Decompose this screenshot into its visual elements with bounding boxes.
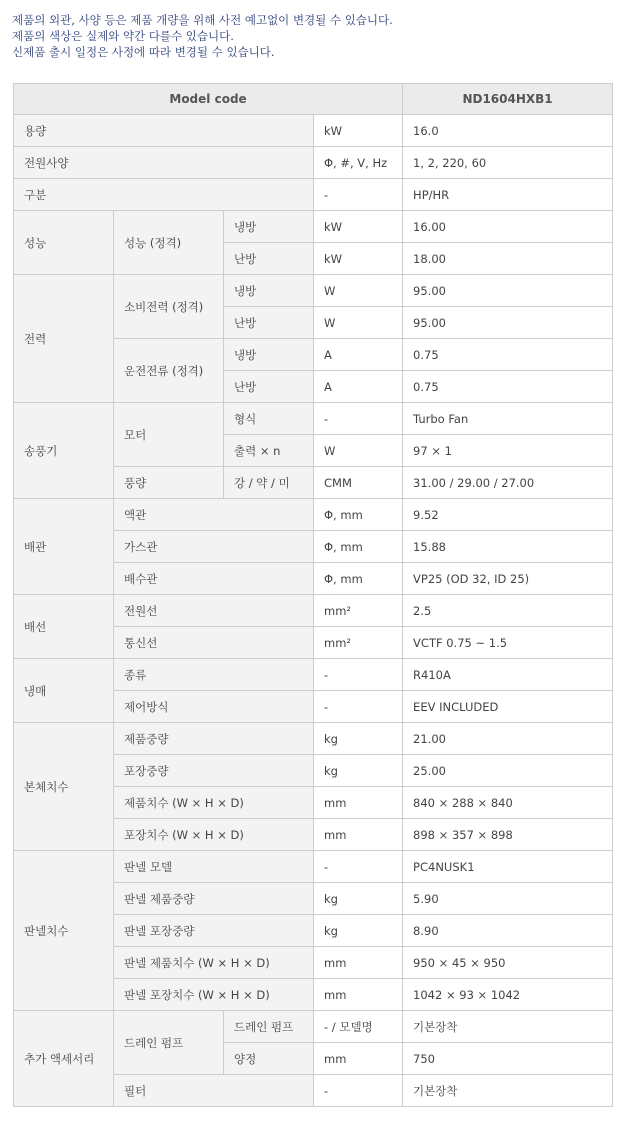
table-row xyxy=(14,179,613,211)
item-label: 난방 xyxy=(224,243,314,275)
subgroup-label: 종류 xyxy=(114,659,314,691)
notice-block xyxy=(12,12,393,60)
value-cell: 840 × 288 × 840 xyxy=(403,787,613,819)
model-code-header: Model code xyxy=(14,84,403,115)
subgroup-label: 전원선 xyxy=(114,595,314,627)
group-label: 냉매 xyxy=(14,659,114,723)
unit-cell: - xyxy=(314,179,403,211)
subgroup-label: 제품치수 (W × H × D) xyxy=(114,787,314,819)
unit-cell: kg xyxy=(314,915,403,947)
unit-cell: kg xyxy=(314,883,403,915)
unit-cell: mm xyxy=(314,979,403,1011)
value-cell: 31.00 / 29.00 / 27.00 xyxy=(403,467,613,499)
unit-cell: kW xyxy=(314,211,403,243)
group-label: 성능 xyxy=(14,211,114,275)
subgroup-label: 제품중량 xyxy=(114,723,314,755)
unit-cell: - xyxy=(314,851,403,883)
subgroup-label: 판넬 제품치수 (W × H × D) xyxy=(114,947,314,979)
value-cell: 0.75 xyxy=(403,339,613,371)
unit-cell: Φ, mm xyxy=(314,499,403,531)
model-name-header: ND1604HXB1 xyxy=(403,84,613,115)
group-label: 본체치수 xyxy=(14,723,114,851)
subgroup-label: 판넬 포장치수 (W × H × D) xyxy=(114,979,314,1011)
unit-cell: kg xyxy=(314,755,403,787)
unit-cell: - xyxy=(314,1075,403,1107)
table-row xyxy=(14,211,613,243)
group-label: 판넬치수 xyxy=(14,851,114,1011)
table-row xyxy=(14,851,613,883)
group-label: 전력 xyxy=(14,275,114,403)
item-label: 양정 xyxy=(224,1043,314,1075)
row-label: 구분 xyxy=(14,179,314,211)
subgroup-label: 소비전력 (정격) xyxy=(114,275,224,339)
subgroup-label: 운전전류 (정격) xyxy=(114,339,224,403)
group-label: 추가 액세서리 xyxy=(14,1011,114,1107)
value-cell: 1, 2, 220, 60 xyxy=(403,147,613,179)
value-cell: 95.00 xyxy=(403,275,613,307)
subgroup-label: 배수관 xyxy=(114,563,314,595)
unit-cell: mm xyxy=(314,1043,403,1075)
subgroup-label: 가스관 xyxy=(114,531,314,563)
value-cell: 950 × 45 × 950 xyxy=(403,947,613,979)
item-label: 난방 xyxy=(224,307,314,339)
table-row xyxy=(14,595,613,627)
unit-cell: kW xyxy=(314,115,403,147)
value-cell: 18.00 xyxy=(403,243,613,275)
value-cell: 898 × 357 × 898 xyxy=(403,819,613,851)
table-row xyxy=(14,1011,613,1043)
notice-line: 제품의 외관, 사양 등은 제품 개량을 위해 사전 예고없이 변경될 수 있습니다. xyxy=(12,13,393,27)
value-cell: 기본장착 xyxy=(403,1075,613,1107)
row-label: 전원사양 xyxy=(14,147,314,179)
subgroup-label: 액관 xyxy=(114,499,314,531)
table-row xyxy=(14,275,613,307)
unit-cell: Φ, mm xyxy=(314,563,403,595)
value-cell: 1042 × 93 × 1042 xyxy=(403,979,613,1011)
subgroup-label: 포장중량 xyxy=(114,755,314,787)
value-cell: 16.0 xyxy=(403,115,613,147)
table-row xyxy=(14,147,613,179)
row-label: 용량 xyxy=(14,115,314,147)
value-cell: EEV INCLUDED xyxy=(403,691,613,723)
value-cell: 95.00 xyxy=(403,307,613,339)
unit-cell: mm xyxy=(314,819,403,851)
notice-line: 신제품 출시 일정은 사정에 따라 변경될 수 있습니다. xyxy=(12,45,275,59)
value-cell: 16.00 xyxy=(403,211,613,243)
subgroup-label: 통신선 xyxy=(114,627,314,659)
notice-line: 제품의 색상은 실제와 약간 다를수 있습니다. xyxy=(12,29,234,43)
value-cell: VCTF 0.75 ~ 1.5 xyxy=(403,627,613,659)
value-cell: 15.88 xyxy=(403,531,613,563)
group-label: 배관 xyxy=(14,499,114,595)
unit-cell: W xyxy=(314,435,403,467)
group-label: 송풍기 xyxy=(14,403,114,499)
table-row xyxy=(14,115,613,147)
value-cell: 21.00 xyxy=(403,723,613,755)
unit-cell: W xyxy=(314,307,403,339)
value-cell: 8.90 xyxy=(403,915,613,947)
unit-cell: CMM xyxy=(314,467,403,499)
item-label: 드레인 펌프 xyxy=(224,1011,314,1043)
subgroup-label: 포장치수 (W × H × D) xyxy=(114,819,314,851)
unit-cell: Φ, mm xyxy=(314,531,403,563)
value-cell: 5.90 xyxy=(403,883,613,915)
subgroup-label: 판넬 포장중량 xyxy=(114,915,314,947)
table-row xyxy=(14,499,613,531)
value-cell: VP25 (OD 32, ID 25) xyxy=(403,563,613,595)
value-cell: PC4NUSK1 xyxy=(403,851,613,883)
subgroup-label: 성능 (정격) xyxy=(114,211,224,275)
value-cell: 97 × 1 xyxy=(403,435,613,467)
value-cell: Turbo Fan xyxy=(403,403,613,435)
item-label: 냉방 xyxy=(224,339,314,371)
unit-cell: - xyxy=(314,659,403,691)
unit-cell: mm² xyxy=(314,627,403,659)
subgroup-label: 필터 xyxy=(114,1075,314,1107)
item-label: 출력 × n xyxy=(224,435,314,467)
unit-cell: mm xyxy=(314,787,403,819)
item-label: 냉방 xyxy=(224,275,314,307)
table-row xyxy=(14,723,613,755)
value-cell: 750 xyxy=(403,1043,613,1075)
unit-cell: - xyxy=(314,403,403,435)
value-cell: 9.52 xyxy=(403,499,613,531)
unit-cell: - / 모델명 xyxy=(314,1011,403,1043)
item-label: 냉방 xyxy=(224,211,314,243)
table-row xyxy=(14,403,613,435)
unit-cell: A xyxy=(314,371,403,403)
value-cell: 2.5 xyxy=(403,595,613,627)
table-row xyxy=(14,659,613,691)
unit-cell: kg xyxy=(314,723,403,755)
value-cell: R410A xyxy=(403,659,613,691)
unit-cell: A xyxy=(314,339,403,371)
value-cell: 25.00 xyxy=(403,755,613,787)
item-label: 강 / 약 / 미 xyxy=(224,467,314,499)
unit-cell: Φ, #, V, Hz xyxy=(314,147,403,179)
unit-cell: kW xyxy=(314,243,403,275)
item-label: 난방 xyxy=(224,371,314,403)
value-cell: HP/HR xyxy=(403,179,613,211)
item-label: 형식 xyxy=(224,403,314,435)
subgroup-label: 풍량 xyxy=(114,467,224,499)
value-cell: 0.75 xyxy=(403,371,613,403)
unit-cell: W xyxy=(314,275,403,307)
spec-table xyxy=(13,83,613,1107)
subgroup-label: 제어방식 xyxy=(114,691,314,723)
subgroup-label: 드레인 펌프 xyxy=(114,1011,224,1075)
subgroup-label: 판넬 제품중량 xyxy=(114,883,314,915)
subgroup-label: 판넬 모델 xyxy=(114,851,314,883)
unit-cell: mm xyxy=(314,947,403,979)
subgroup-label: 모터 xyxy=(114,403,224,467)
group-label: 배선 xyxy=(14,595,114,659)
value-cell: 기본장착 xyxy=(403,1011,613,1043)
unit-cell: mm² xyxy=(314,595,403,627)
unit-cell: - xyxy=(314,691,403,723)
table-header-row xyxy=(14,84,613,115)
